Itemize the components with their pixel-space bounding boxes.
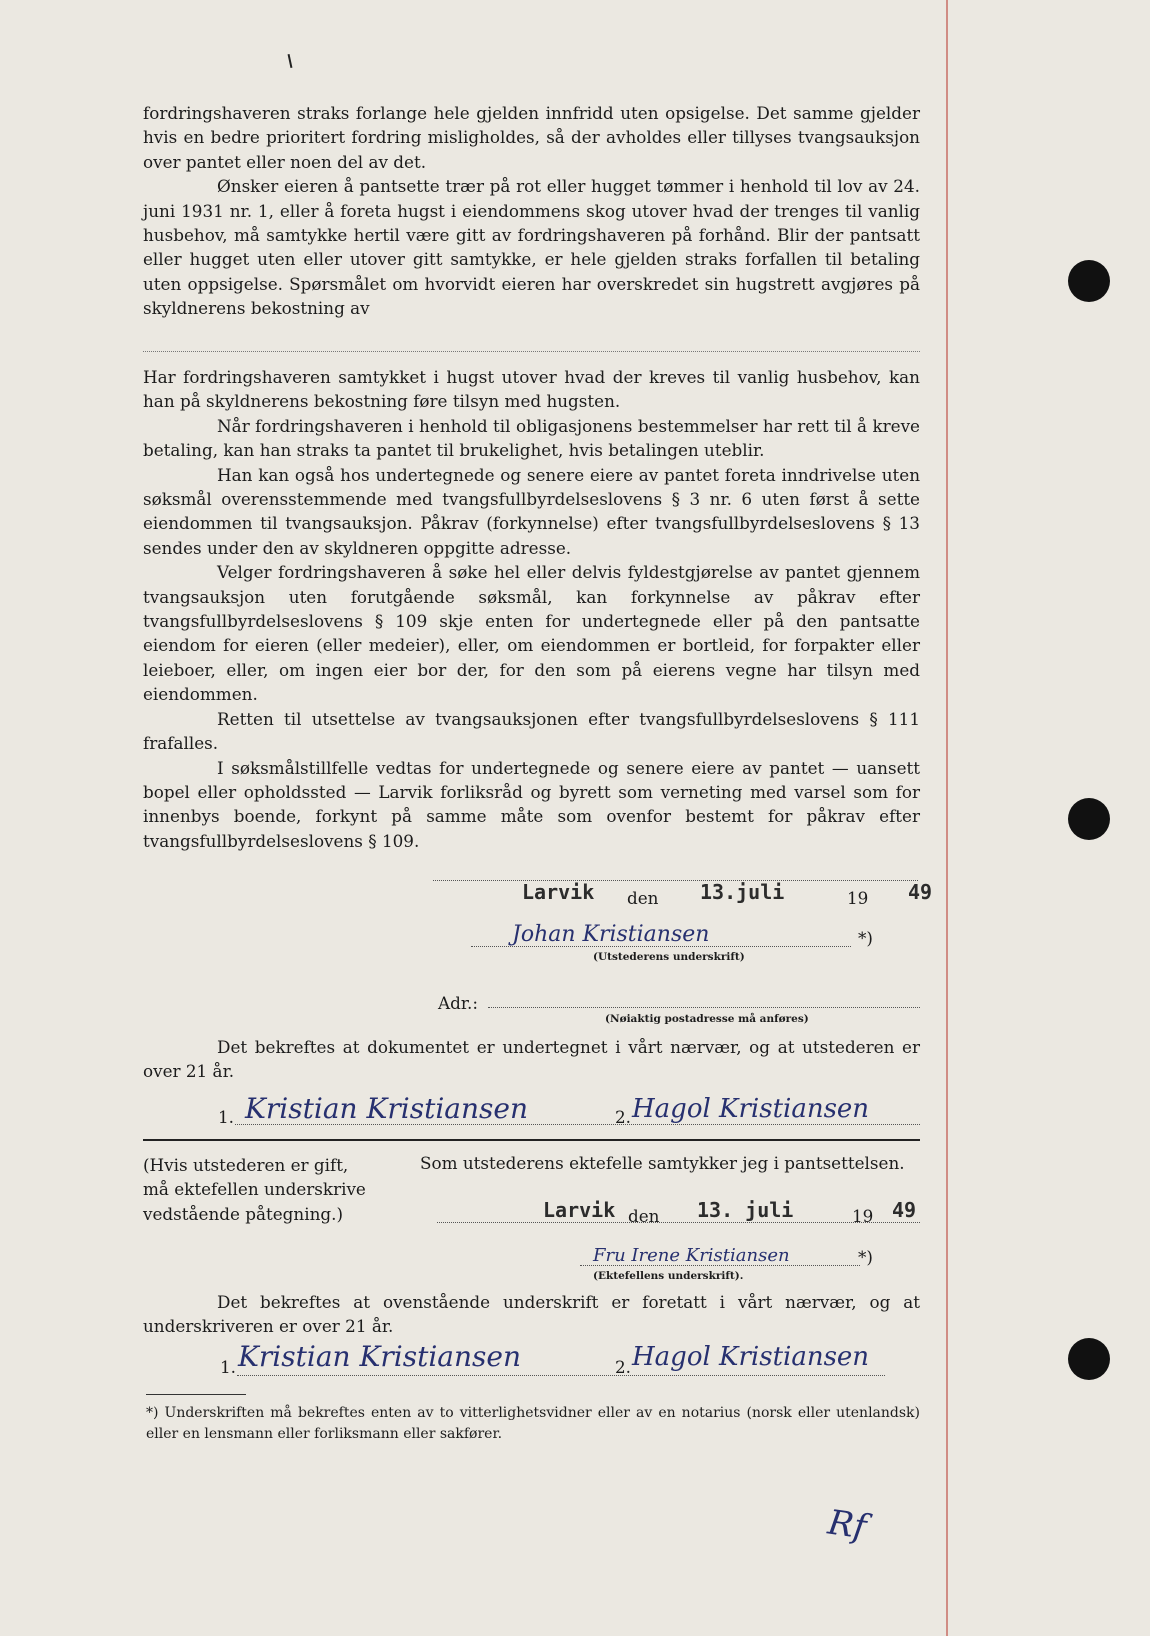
terms-block-top	[143, 101, 920, 321]
punch-hole	[1068, 1338, 1110, 1380]
note-line: må ektefellen underskrive	[143, 1179, 366, 1200]
footnote: *) Underskriften må bekreftes enten av to vitterlighetsvidner eller av en notarius (norsk eller utenlandsk) eller en lensmann eller forliksmann eller sakfører.	[146, 1405, 920, 1442]
den-label: den	[628, 1206, 660, 1226]
spouse-place: Larvik	[543, 1198, 616, 1222]
red-margin-line	[946, 0, 948, 1636]
asterisk-mark: *)	[858, 1247, 873, 1267]
signature-caption: (Ektefellens underskrift).	[593, 1270, 744, 1282]
spouse-note	[143, 1153, 373, 1226]
terms-block-main	[143, 365, 920, 853]
pen-mark	[288, 54, 293, 68]
witness-statement: Det bekreftes at dokumentet er undertegnet i vårt nærvær, og at utstederen er over 21 år.	[143, 1037, 920, 1082]
witness-number: 2.	[615, 1357, 632, 1377]
witness-signature: Hagol Kristiansen	[632, 1094, 870, 1124]
address-label: Adr.:	[438, 993, 479, 1013]
year-suffix: 49	[908, 880, 933, 904]
paragraph: Velger fordringshaveren å søke hel eller delvis fyldestgjørelse av pantet gjennem tvangsauksjon uten forutgående søksmål, kan forkynnelse av påkrav efter tvangsfullbyrdelseslovens § 109 skje enten for undertegnede eller på den pantsatte eiendom for eieren (eller medeier), eller, om eiendommen er bortleid, for forpakter eller leieboer, eller, om ingen eier bor der, for den som på eierens vegne har tilsyn med eiendommen.	[143, 562, 920, 705]
paragraph: Han kan også hos undertegnede og senere eiere av pantet foreta inndrivelse uten søksmål overensstemmende med tvangsfullbyrdelseslovens § 3 nr. 6 uten først å sette eiendommen til tvangsauksjon. Påkrav (forkynnelse) efter tvangsfullbyrdelseslovens § 13 sendes under den av skyldneren oppgitte adresse.	[143, 464, 920, 558]
paragraph: Ønsker eieren å pantsette trær på rot eller hugget tømmer i henhold til lov av 24. juni 1931 nr. 1, eller å foreta hugst i eiendommens skog utover hvad der trenges til vanlig husbehov, må samtykke hertil være gitt av fordringshaveren på forhånd. Blir der pantsatt eller hugget uten eller utover gitt samtykke, er hele gjelden straks forfallen til betaling uten oppsigelse. Spørsmålet om hvorvidt eieren har overskredet sin hugstrett avgjøres på skyldnerens bekostning av	[143, 176, 920, 319]
issuer-date: 13.juli	[700, 880, 785, 904]
issuer-signature: Johan Kristiansen	[512, 922, 710, 947]
witness-number: 1.	[218, 1107, 235, 1127]
asterisk-mark: *)	[858, 928, 873, 948]
address-line	[488, 1007, 920, 1008]
date-line	[437, 1222, 920, 1223]
dotted-fill-line	[143, 351, 920, 352]
spouse-date: 13. juli	[697, 1198, 794, 1222]
note-line: vedstående påtegning.)	[143, 1203, 344, 1224]
witness-signature: Kristian Kristiansen	[238, 1340, 521, 1373]
punch-hole	[1068, 798, 1110, 840]
date-line	[433, 880, 918, 881]
den-label: den	[627, 888, 659, 908]
witness-signature: Hagol Kristiansen	[632, 1342, 870, 1372]
witness-signature: Kristian Kristiansen	[245, 1092, 528, 1125]
witness-number: 1.	[220, 1357, 237, 1377]
handwritten-initials: Rf	[825, 1502, 869, 1548]
paragraph: Når fordringshaveren i henhold til obligasjonens bestemmelser har rett til å kreve betaling, kan han straks ta pantet til brukelighet, hvis betalingen uteblir.	[143, 415, 920, 461]
paragraph: I søksmålstillfelle vedtas for undertegnede og senere eiere av pantet — uansett bopel eller opholdssted — Larvik forliksråd og byrett som verneting med varsel som for innenbys boende, forkynt på samme måte som ovenfor bestemt for påkrav efter tvangsfullbyrdelseslovens § 109.	[143, 757, 920, 851]
section-divider	[143, 1139, 920, 1141]
signature-caption: (Utstederens underskrift)	[593, 951, 745, 963]
year-prefix: 19	[852, 1206, 874, 1226]
punch-hole	[1068, 260, 1110, 302]
paragraph: Har fordringshaveren samtykket i hugst utover hvad der kreves til vanlig husbehov, kan han på skyldnerens bekostning føre tilsyn med hugsten.	[143, 367, 920, 412]
footnote-rule	[146, 1394, 246, 1395]
witness-line	[237, 1375, 885, 1376]
spouse-consent: Som utstederens ektefelle samtykker jeg i pantsettelsen.	[420, 1153, 905, 1173]
note-line: (Hvis utstederen er gift,	[143, 1155, 349, 1175]
year-suffix: 49	[892, 1198, 917, 1222]
issuer-place: Larvik	[522, 880, 595, 904]
address-caption: (Nøiaktig postadresse må anføres)	[605, 1013, 809, 1025]
year-prefix: 19	[847, 888, 869, 908]
spouse-signature: Fru Irene Kristiansen	[593, 1245, 790, 1266]
paragraph: Retten til utsettelse av tvangsauksjonen efter tvangsfullbyrdelseslovens § 111 frafalles.	[143, 708, 920, 754]
paragraph: fordringshaveren straks forlange hele gjelden innfridd uten opsigelse. Det samme gjelder hvis en bedre prioritert fordring misligholdes, så der avholdes eller tillyses tvangsauksjon over pantet eller noen del av det.	[143, 103, 920, 172]
witness-statement: Det bekreftes at ovenstående underskrift er foretatt i vårt nærvær, og at underskriveren er over 21 år.	[143, 1292, 920, 1337]
witness-number: 2.	[615, 1107, 632, 1127]
